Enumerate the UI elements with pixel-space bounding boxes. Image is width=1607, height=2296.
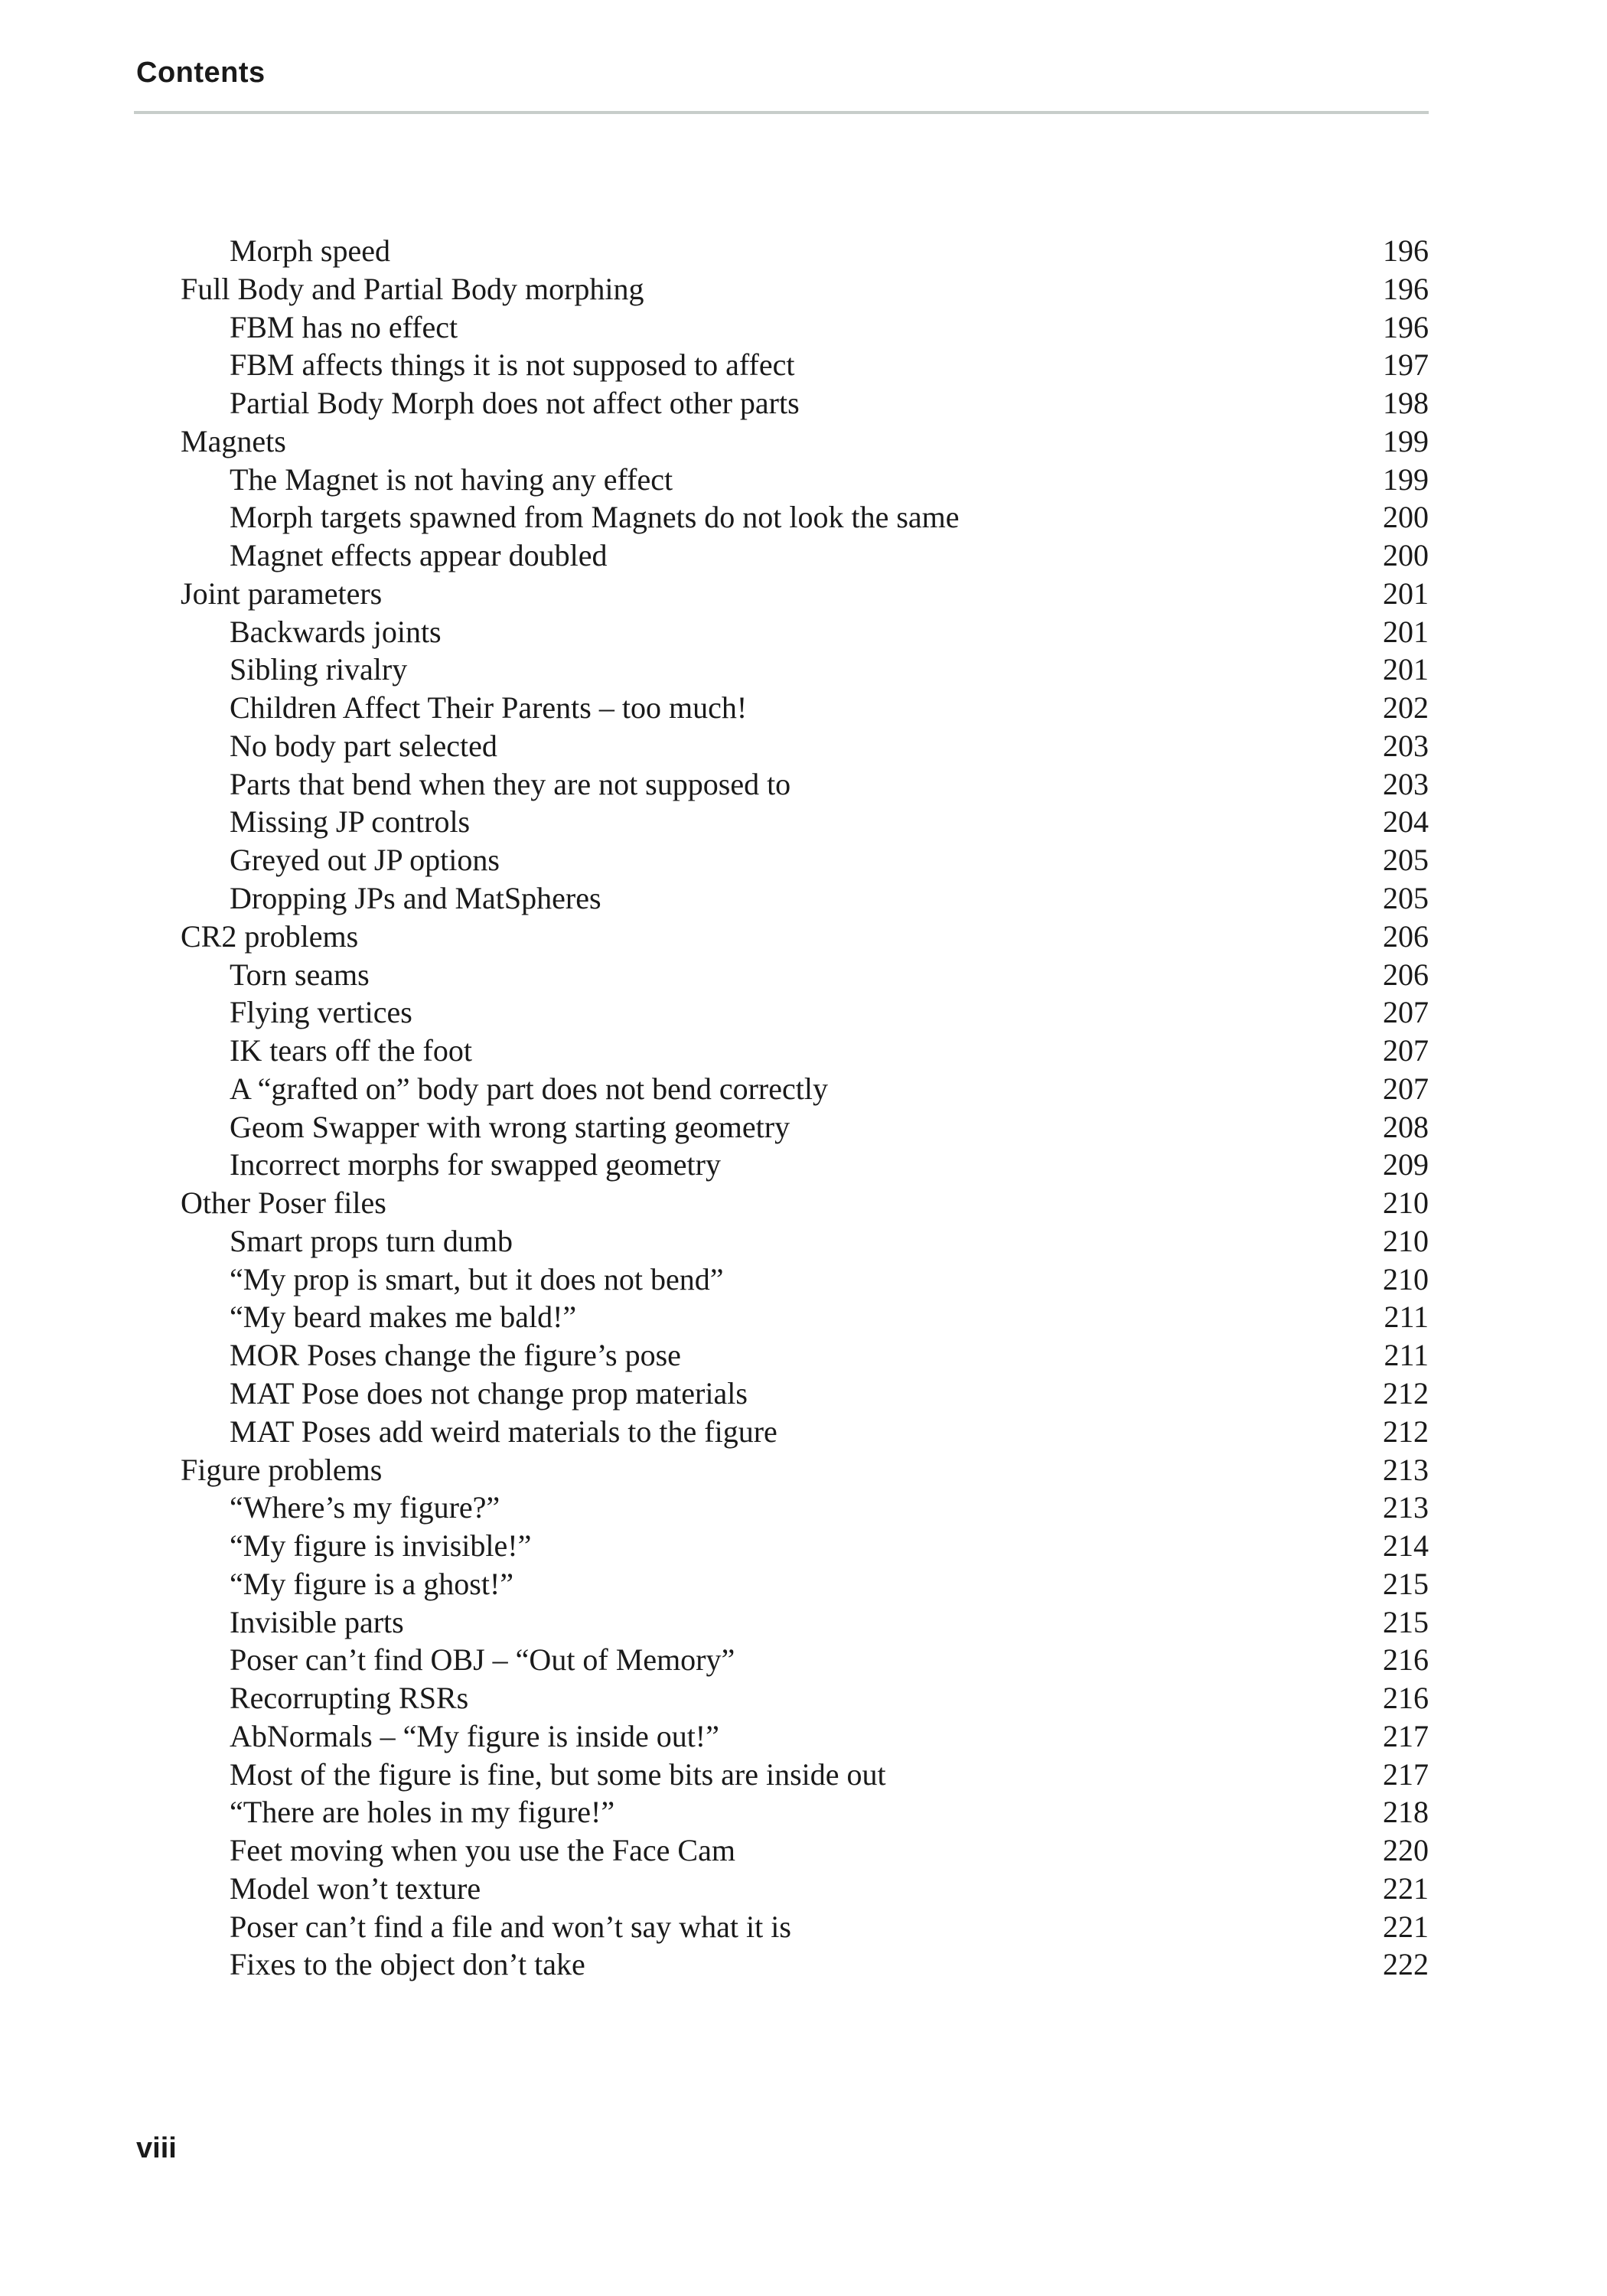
toc-subsection-entry	[0, 765, 1607, 804]
toc-entry-title: Flying vertices	[230, 995, 412, 1030]
toc-entry-page: 207	[1383, 1033, 1429, 1068]
toc-entry-page: 200	[1383, 538, 1429, 573]
toc-subsection-entry	[0, 346, 1607, 384]
toc-section-entry	[0, 1451, 1607, 1489]
toc-subsection-entry	[0, 461, 1607, 499]
table-of-contents	[0, 232, 1607, 1984]
toc-entry-title: Dropping JPs and MatSpheres	[230, 881, 601, 916]
toc-subsection-entry	[0, 1908, 1607, 1946]
toc-subsection-entry	[0, 1298, 1607, 1336]
toc-subsection-entry	[0, 1603, 1607, 1642]
toc-subsection-entry	[0, 803, 1607, 841]
toc-subsection-entry	[0, 1108, 1607, 1146]
toc-entry-page: 198	[1383, 386, 1429, 421]
toc-entry-title: AbNormals – “My figure is inside out!”	[230, 1718, 719, 1753]
toc-entry-page: 221	[1383, 1909, 1429, 1944]
toc-entry-page: 205	[1383, 843, 1429, 878]
toc-entry-page: 206	[1383, 918, 1429, 954]
toc-entry-title: IK tears off the foot	[230, 1033, 472, 1068]
toc-entry-page: 201	[1383, 576, 1429, 611]
toc-entry-title: Greyed out JP options	[230, 843, 500, 878]
toc-entry-page: 196	[1383, 271, 1429, 306]
toc-entry-title: The Magnet is not having any effect	[230, 461, 673, 497]
toc-entry-page: 204	[1383, 804, 1429, 840]
toc-entry-title: Smart props turn dumb	[230, 1223, 513, 1258]
toc-entry-page: 207	[1383, 1071, 1429, 1106]
toc-entry-title: No body part selected	[230, 728, 497, 763]
toc-entry-page: 211	[1384, 1338, 1429, 1373]
toc-entry-title: MAT Poses add weird materials to the figure	[230, 1414, 777, 1449]
toc-entry-title: A “grafted on” body part does not bend correctly	[230, 1071, 828, 1106]
toc-entry-title: Incorrect morphs for swapped geometry	[230, 1147, 721, 1182]
toc-entry-page: 218	[1383, 1795, 1429, 1830]
toc-entry-page: 213	[1383, 1490, 1429, 1525]
toc-section-entry	[0, 575, 1607, 613]
toc-entry-page: 216	[1383, 1642, 1429, 1678]
toc-entry-page: 203	[1383, 728, 1429, 763]
toc-subsection-entry	[0, 1032, 1607, 1070]
toc-subsection-entry	[0, 1222, 1607, 1261]
toc-subsection-entry	[0, 956, 1607, 994]
toc-entry-title: Children Affect Their Parents – too much!	[230, 690, 748, 726]
toc-subsection-entry	[0, 689, 1607, 727]
toc-entry-page: 208	[1383, 1109, 1429, 1144]
running-head: Contents	[136, 57, 266, 89]
toc-subsection-entry	[0, 1146, 1607, 1184]
toc-entry-title: Full Body and Partial Body morphing	[181, 271, 644, 306]
toc-entry-title: “My beard makes me bald!”	[230, 1300, 577, 1335]
toc-entry-page: 215	[1383, 1566, 1429, 1601]
toc-subsection-entry	[0, 727, 1607, 765]
toc-entry-title: “Where’s my figure?”	[230, 1490, 500, 1525]
toc-entry-title: Morph targets spawned from Magnets do not look the same	[230, 500, 960, 535]
toc-entry-page: 220	[1383, 1833, 1429, 1868]
toc-entry-title: Most of the figure is fine, but some bits are inside out	[230, 1756, 886, 1792]
toc-section-entry	[0, 1184, 1607, 1222]
toc-entry-page: 201	[1383, 614, 1429, 649]
toc-entry-page: 217	[1383, 1718, 1429, 1753]
toc-entry-title: Magnet effects appear doubled	[230, 538, 608, 573]
toc-entry-page: 199	[1383, 423, 1429, 458]
toc-entry-page: 210	[1383, 1186, 1429, 1221]
toc-entry-page: 221	[1383, 1870, 1429, 1906]
toc-entry-title: CR2 problems	[181, 918, 359, 954]
toc-subsection-entry	[0, 1565, 1607, 1603]
toc-entry-page: 216	[1383, 1681, 1429, 1716]
toc-entry-page: 212	[1383, 1414, 1429, 1449]
toc-subsection-entry	[0, 993, 1607, 1032]
toc-entry-title: Other Poser files	[181, 1186, 386, 1221]
toc-entry-title: Feet moving when you use the Face Cam	[230, 1833, 735, 1868]
toc-entry-page: 203	[1383, 766, 1429, 801]
toc-entry-title: Backwards joints	[230, 614, 442, 649]
toc-entry-page: 215	[1383, 1604, 1429, 1639]
toc-entry-title: “My prop is smart, but it does not bend”	[230, 1261, 724, 1296]
toc-entry-title: Recorrupting RSRs	[230, 1681, 469, 1716]
toc-subsection-entry	[0, 1261, 1607, 1299]
toc-entry-title: MOR Poses change the figure’s pose	[230, 1338, 681, 1373]
toc-entry-title: Invisible parts	[230, 1604, 404, 1639]
toc-entry-title: Joint parameters	[181, 576, 383, 611]
toc-entry-page: 217	[1383, 1756, 1429, 1792]
toc-entry-title: Missing JP controls	[230, 804, 471, 840]
toc-entry-title: Figure problems	[181, 1452, 383, 1487]
toc-entry-title: MAT Pose does not change prop materials	[230, 1375, 748, 1411]
toc-subsection-entry	[0, 651, 1607, 689]
toc-entry-page: 205	[1383, 881, 1429, 916]
toc-entry-title: Torn seams	[230, 957, 370, 992]
toc-subsection-entry	[0, 536, 1607, 575]
toc-entry-page: 200	[1383, 500, 1429, 535]
toc-subsection-entry	[0, 384, 1607, 422]
toc-subsection-entry	[0, 1870, 1607, 1908]
toc-subsection-entry	[0, 1413, 1607, 1451]
page-number: viii	[136, 2132, 177, 2164]
toc-section-entry	[0, 918, 1607, 956]
toc-entry-title: Magnets	[181, 423, 286, 458]
toc-subsection-entry	[0, 1793, 1607, 1831]
toc-entry-title: “My figure is invisible!”	[230, 1528, 532, 1564]
toc-subsection-entry	[0, 1945, 1607, 1984]
toc-entry-title: Poser can’t find OBJ – “Out of Memory”	[230, 1642, 735, 1678]
toc-entry-title: “There are holes in my figure!”	[230, 1795, 615, 1830]
toc-entry-page: 214	[1383, 1528, 1429, 1564]
toc-entry-page: 202	[1383, 690, 1429, 726]
toc-entry-page: 206	[1383, 957, 1429, 992]
toc-subsection-entry	[0, 841, 1607, 879]
toc-entry-page: 209	[1383, 1147, 1429, 1182]
toc-entry-page: 196	[1383, 309, 1429, 344]
toc-entry-title: FBM has no effect	[230, 309, 458, 344]
toc-entry-title: Model won’t texture	[230, 1870, 481, 1906]
toc-subsection-entry	[0, 1070, 1607, 1108]
toc-entry-page: 199	[1383, 461, 1429, 497]
toc-subsection-entry	[0, 1679, 1607, 1717]
toc-subsection-entry	[0, 1756, 1607, 1794]
toc-section-entry	[0, 270, 1607, 308]
toc-entry-page: 197	[1383, 347, 1429, 383]
toc-entry-page: 196	[1383, 233, 1429, 268]
toc-entry-page: 210	[1383, 1223, 1429, 1258]
toc-entry-title: Fixes to the object don’t take	[230, 1947, 585, 1982]
toc-subsection-entry	[0, 1717, 1607, 1756]
toc-entry-page: 207	[1383, 995, 1429, 1030]
toc-subsection-entry	[0, 1527, 1607, 1565]
toc-entry-page: 210	[1383, 1261, 1429, 1296]
toc-entry-page: 201	[1383, 652, 1429, 687]
toc-entry-page: 211	[1384, 1300, 1429, 1335]
toc-entry-page: 212	[1383, 1375, 1429, 1411]
toc-subsection-entry	[0, 232, 1607, 270]
toc-entry-title: Poser can’t find a file and won’t say what it is	[230, 1909, 791, 1944]
toc-entry-title: “My figure is a ghost!”	[230, 1566, 514, 1601]
toc-subsection-entry	[0, 879, 1607, 918]
toc-section-entry	[0, 422, 1607, 461]
toc-entry-page: 222	[1383, 1947, 1429, 1982]
toc-entry-title: Morph speed	[230, 233, 390, 268]
header-rule	[134, 111, 1429, 114]
toc-subsection-entry	[0, 1336, 1607, 1375]
toc-subsection-entry	[0, 1641, 1607, 1679]
toc-subsection-entry	[0, 308, 1607, 347]
toc-entry-title: Partial Body Morph does not affect other parts	[230, 386, 800, 421]
toc-subsection-entry	[0, 1831, 1607, 1870]
toc-entry-title: Sibling rivalry	[230, 652, 408, 687]
toc-subsection-entry	[0, 1489, 1607, 1527]
toc-entry-page: 213	[1383, 1452, 1429, 1487]
toc-entry-title: Geom Swapper with wrong starting geometry	[230, 1109, 790, 1144]
toc-subsection-entry	[0, 498, 1607, 536]
toc-subsection-entry	[0, 1375, 1607, 1413]
toc-entry-title: FBM affects things it is not supposed to affect	[230, 347, 795, 383]
toc-subsection-entry	[0, 613, 1607, 651]
toc-entry-title: Parts that bend when they are not supposed to	[230, 766, 791, 801]
